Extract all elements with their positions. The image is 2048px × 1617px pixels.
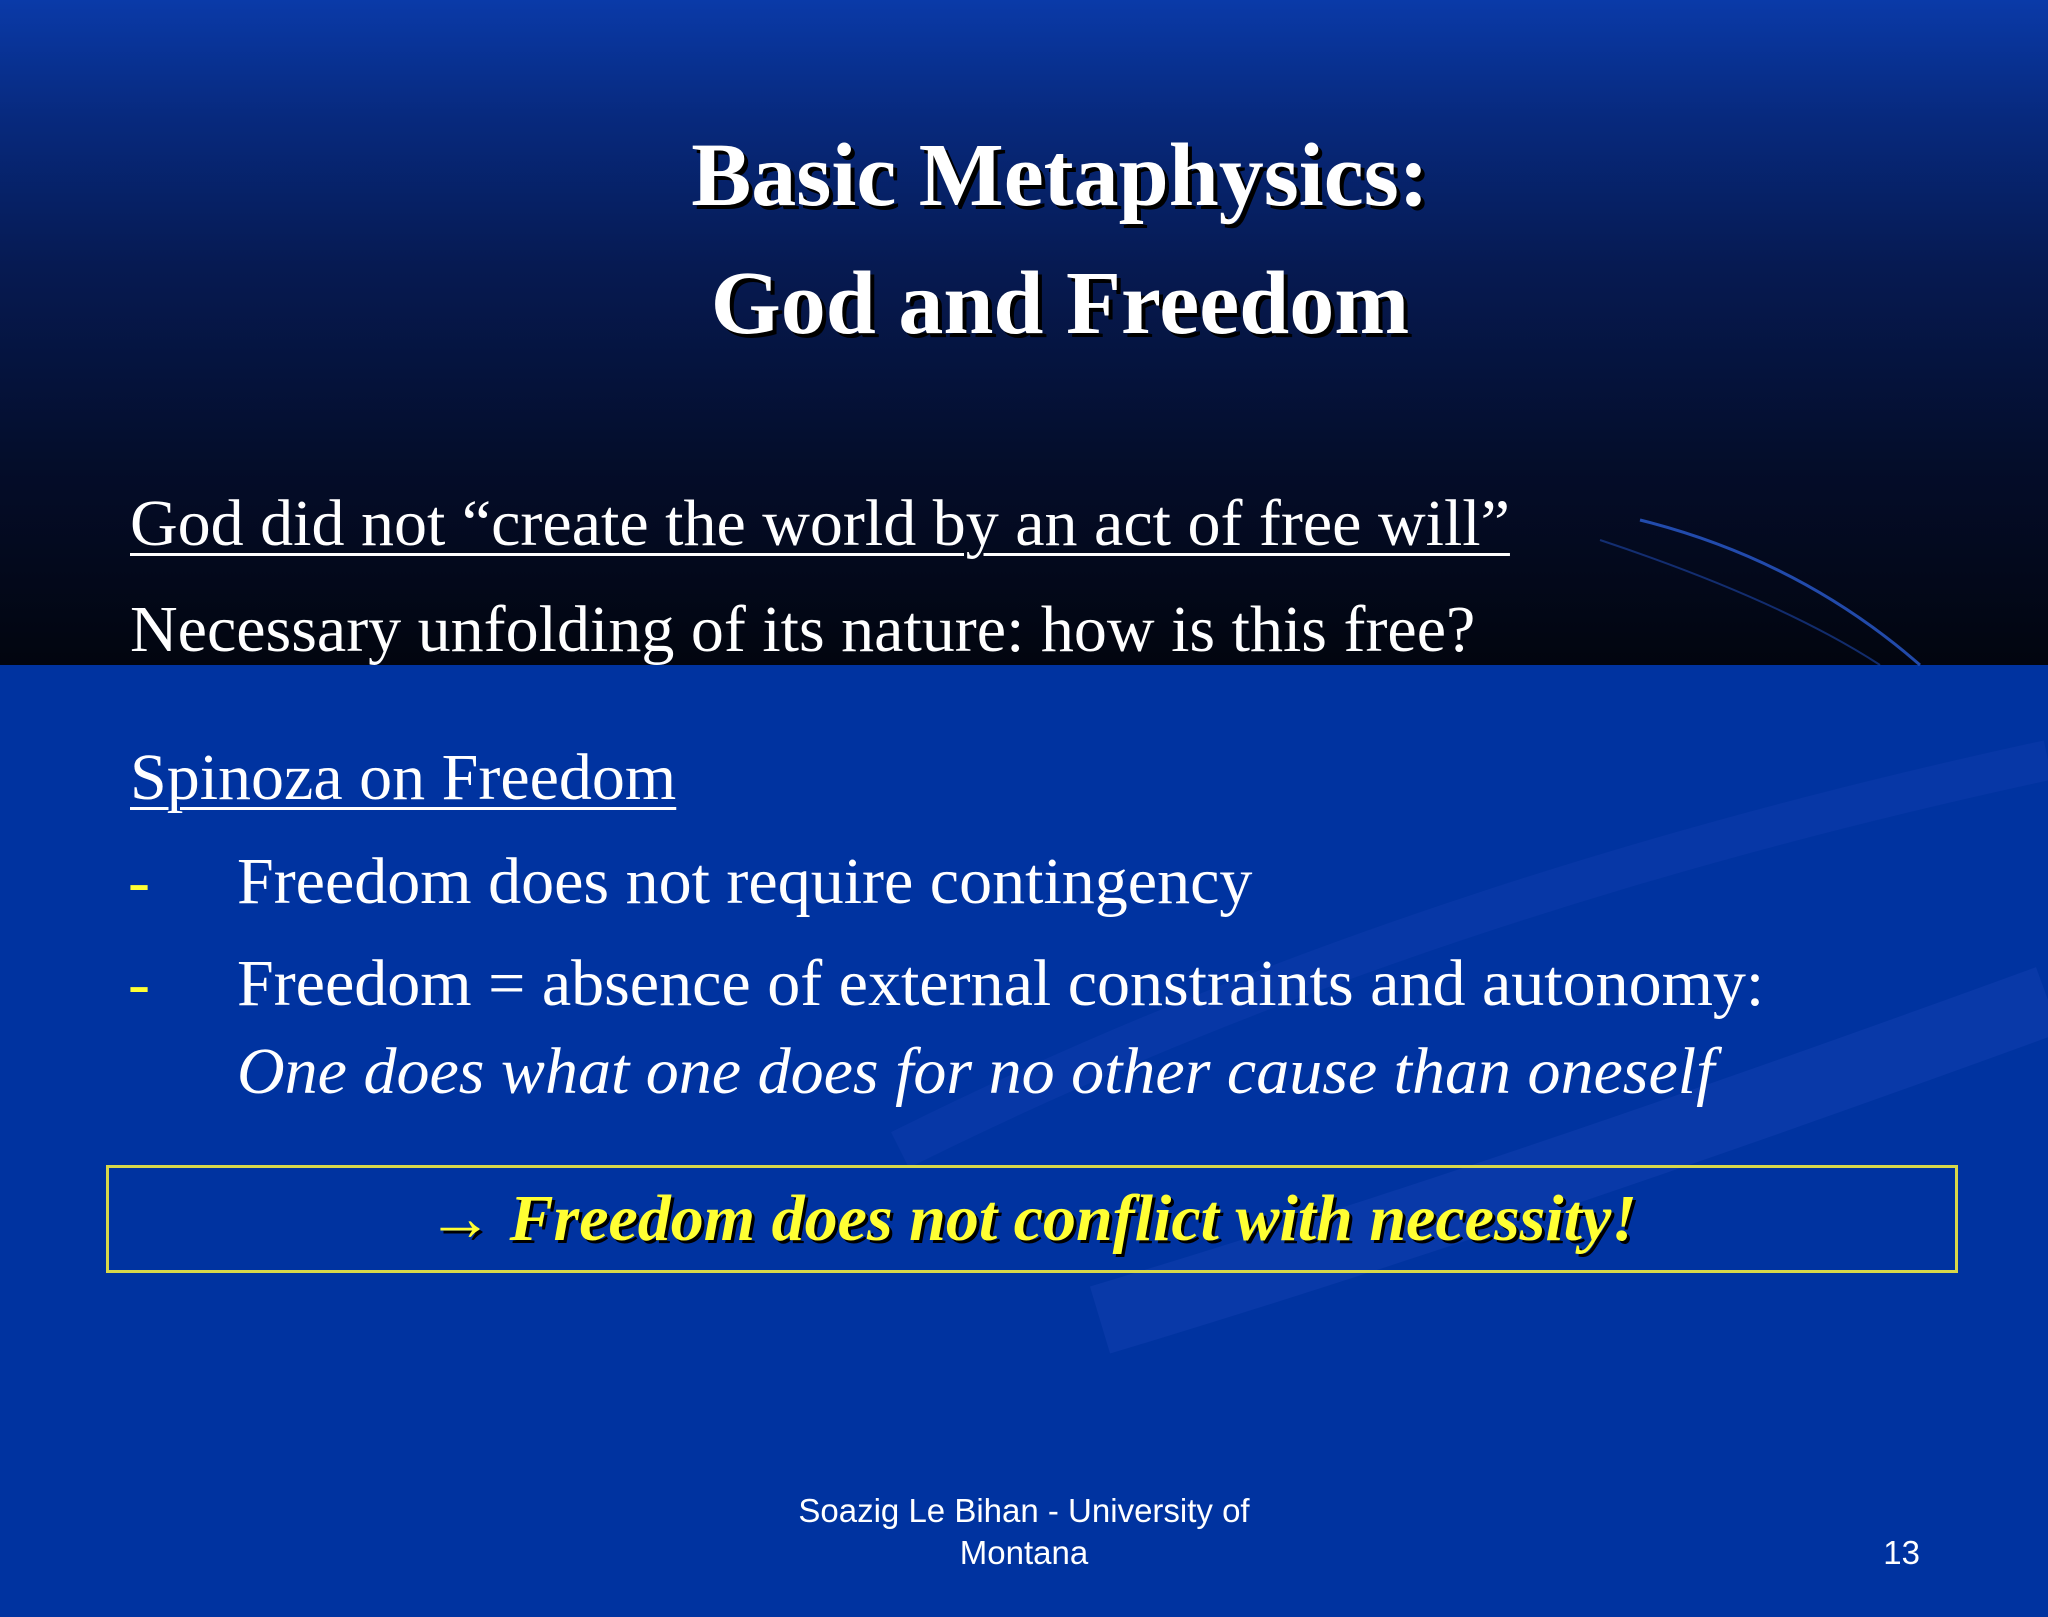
- section-heading-spinoza: Spinoza on Freedom: [130, 741, 677, 814]
- bullet-contingency: Freedom does not require contingency: [237, 845, 1253, 918]
- title-line-2: God and Freedom: [710, 254, 1410, 353]
- bullet-autonomy-continuation: One does what one does for no other cause than oneself: [237, 1035, 1715, 1108]
- footer-line-2: Montana: [959, 1534, 1089, 1571]
- conclusion-callout-text: → Freedom does not conflict with necessity!: [427, 1182, 1637, 1255]
- footer-line-1: Soazig Le Bihan - University of: [798, 1492, 1250, 1529]
- page-number: 13: [1883, 1534, 1920, 1571]
- conclusion-callout-box: [106, 1165, 1958, 1273]
- statement-god-free-will: God did not “create the world by an act of free will”: [130, 487, 1510, 560]
- statement-necessary-unfolding: Necessary unfolding of its nature: how is this free?: [130, 593, 1476, 666]
- bullet-dash-1: -: [128, 845, 150, 918]
- slide-footer: [724, 1490, 1324, 1574]
- bullet-dash-2: -: [128, 947, 150, 1020]
- title-line-1: Basic Metaphysics:: [691, 126, 1429, 225]
- bullet-autonomy: Freedom = absence of external constraints and autonomy:: [237, 947, 1765, 1020]
- slide-title: [0, 112, 2048, 368]
